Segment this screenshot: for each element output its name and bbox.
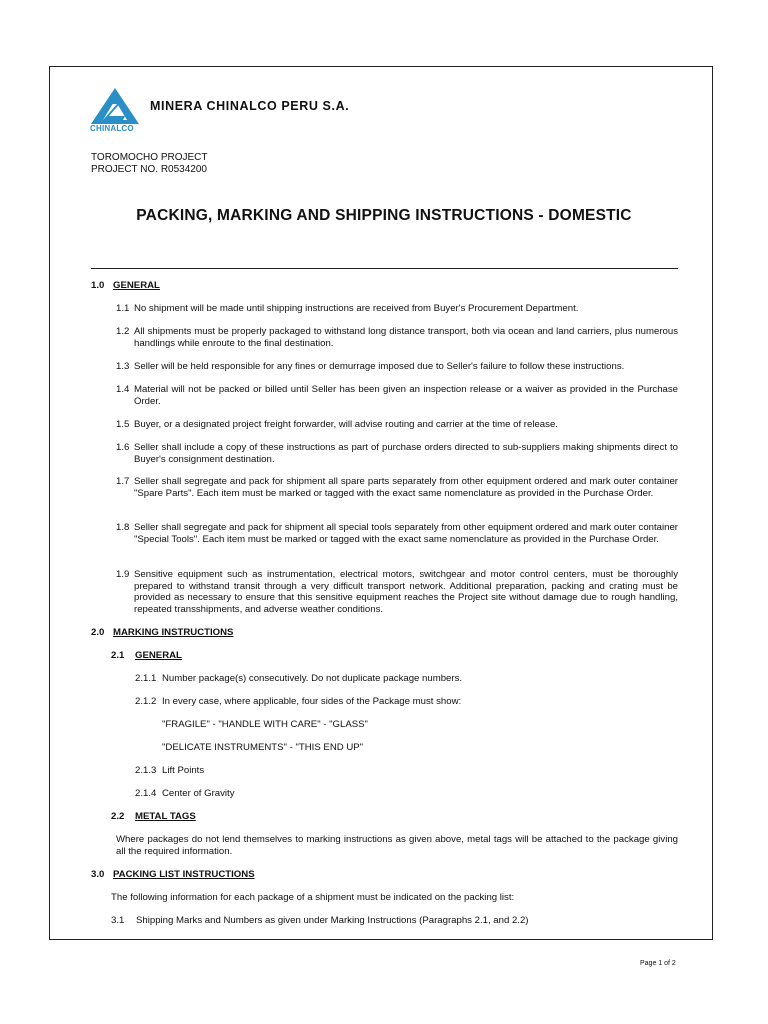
section-number: 1.0 — [91, 280, 105, 291]
item-text: Seller will be held responsible for any fines or demurrage imposed due to Seller's failure to follow these instructions. — [134, 361, 625, 372]
list-item — [116, 522, 678, 545]
item-text: Sensitive equipment such as instrumentation, electrical motors, switchgear and motor control centers, must be thoroughly prepared to withstand transit through a very difficult transport network. Additional preparation, packing and crating must be provided as necessary to ensure that this sensitive equipment reaches the Project site without damage due to rough handling, repeated transshipments, and adverse weather conditions. — [134, 569, 678, 615]
item-text: Seller shall segregate and pack for shipment all special tools separately from other equipment ordered and mark outer container "Special Tools". Each item must be marked or tagged with the exact same nomenclature as provided in the Purchase Order. — [134, 522, 678, 545]
title-divider — [91, 268, 678, 269]
list-item — [111, 915, 528, 927]
item-number: 1.3 — [116, 361, 130, 372]
item-number: 1.1 — [116, 303, 130, 314]
section-title: GENERAL — [113, 280, 160, 291]
project-info — [91, 152, 207, 175]
item-text: Seller shall include a copy of these instructions as part of purchase orders directed to sub-suppliers making shipments direct to Buyer's consignment destination. — [134, 442, 678, 465]
list-item — [116, 303, 678, 315]
subsection-title: METAL TAGS — [135, 811, 196, 822]
subsection-title: GENERAL — [135, 650, 182, 661]
section-title: MARKING INSTRUCTIONS — [113, 627, 234, 638]
item-text: Buyer, or a designated project freight forwarder, will advise routing and carrier at the time of release. — [134, 419, 558, 430]
list-item — [135, 696, 461, 708]
item-number: 2.1.4 — [135, 788, 157, 799]
item-number: 2.1.2 — [135, 696, 157, 707]
list-item — [116, 384, 678, 407]
logo-wordmark: CHINALCO — [90, 124, 134, 133]
item-number: 1.5 — [116, 419, 130, 430]
item-number: 1.7 — [116, 476, 130, 487]
item-number: 2.1.3 — [135, 765, 157, 776]
item-number: 3.1 — [111, 915, 125, 926]
list-item — [135, 673, 462, 685]
document-title: PACKING, MARKING AND SHIPPING INSTRUCTIONS - DOMESTIC — [136, 207, 632, 224]
section-heading-general — [91, 280, 160, 291]
item-number: 1.9 — [116, 569, 130, 580]
subsection-number: 2.1 — [111, 650, 125, 661]
project-number: PROJECT NO. R0534200 — [91, 163, 207, 175]
item-text: All shipments must be properly packaged to withstand long distance transport, both via ocean and land carriers, plus numerous handlings while enroute to the final destination. — [134, 326, 678, 349]
page-border — [49, 66, 713, 940]
item-number: 1.2 — [116, 326, 130, 337]
packing-list-intro: The following information for each package of a shipment must be indicated on the packing list: — [111, 892, 515, 903]
metal-tags-text: Where packages do not lend themselves to marking instructions as given above, metal tags will be attached to the package giving all the required information. — [116, 834, 678, 857]
subsection-number: 2.2 — [111, 811, 125, 822]
list-item — [135, 765, 204, 777]
section-title: PACKING LIST INSTRUCTIONS — [113, 869, 255, 880]
section-number: 2.0 — [91, 627, 105, 638]
item-text: Lift Points — [162, 765, 205, 776]
section-number: 3.0 — [91, 869, 105, 880]
company-name: MINERA CHINALCO PERU S.A. — [150, 99, 350, 113]
item-text: Seller shall segregate and pack for shipment all spare parts separately from other equipment ordered and mark outer container "Spare Parts". Each item must be marked or tagged with the exact same nomenclature as provided in the Purchase Order. — [134, 476, 678, 499]
item-number: 1.6 — [116, 442, 130, 453]
list-item — [116, 419, 678, 431]
label-line-fragile: "FRAGILE" - "HANDLE WITH CARE" - "GLASS" — [162, 719, 368, 730]
item-number: 2.1.1 — [135, 673, 157, 684]
list-item — [116, 476, 678, 499]
subsection-heading-metal-tags — [111, 811, 196, 822]
page-number: Page 1 of 2 — [640, 960, 676, 967]
subsection-heading-general — [111, 650, 182, 661]
item-text: Shipping Marks and Numbers as given under Marking Instructions (Paragraphs 2.1, and 2.2) — [136, 915, 529, 926]
item-text: No shipment will be made until shipping instructions are received from Buyer's Procurement Department. — [134, 303, 579, 314]
label-line-delicate: "DELICATE INSTRUMENTS" - "THIS END UP" — [162, 742, 364, 753]
list-item — [116, 361, 678, 373]
item-number: 1.4 — [116, 384, 130, 395]
item-text: Material will not be packed or billed until Seller has been given an inspection release or a waiver as provided in the Purchase Order. — [134, 384, 678, 407]
item-text: Center of Gravity — [162, 788, 235, 799]
list-item — [116, 569, 678, 615]
item-text: In every case, where applicable, four sides of the Package must show: — [162, 696, 462, 707]
list-item — [116, 326, 678, 349]
item-number: 1.8 — [116, 522, 130, 533]
item-text: Number package(s) consecutively. Do not duplicate package numbers. — [162, 673, 463, 684]
section-heading-marking — [91, 627, 233, 638]
list-item — [135, 788, 235, 800]
list-item — [116, 442, 678, 465]
project-name: TOROMOCHO PROJECT — [91, 152, 208, 163]
section-heading-packing-list — [91, 869, 255, 880]
